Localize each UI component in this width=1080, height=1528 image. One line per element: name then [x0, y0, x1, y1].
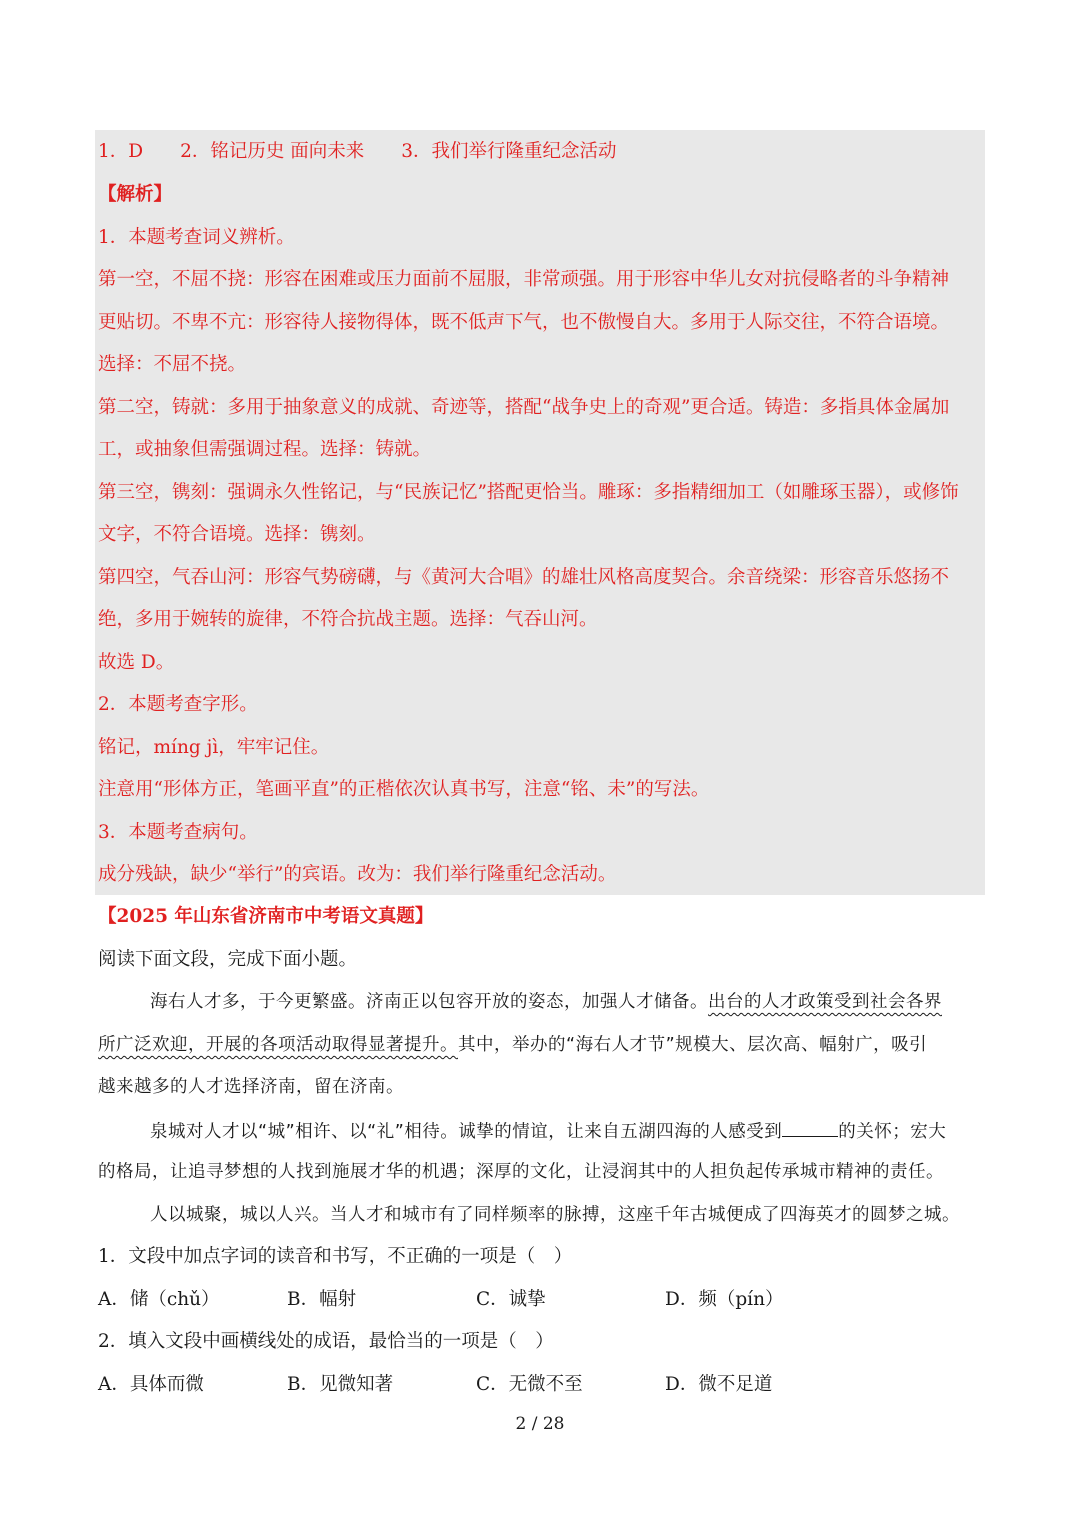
passage-para1-line1 [150, 990, 942, 1014]
passage-para3: 人以城聚，城以人兴。当人才和城市有了同样频率的脉搏，这座千年古城便成了四海英才的圆梦之城。 [150, 1205, 960, 1225]
underlined-sentence: 出台的人才政策受到社会各界 [708, 992, 942, 1012]
passage-para2-line1 [150, 1118, 946, 1144]
passage-text: 泉城对人才以“城”相许、以“礼”相待。诚挚的情谊，让来自五湖四海的人感受到 [150, 1122, 783, 1142]
section-heading: 【2025 年山东省济南市中考语文真题】 [98, 906, 434, 927]
question-2-option-d[interactable]: D．微不足道 [665, 1374, 773, 1395]
blank4-analysis-b: 绝，多用于婉转的旋律，不符合抗战主题。选择：气吞山河。 [98, 609, 598, 630]
question-2-option-a[interactable]: A．具体而微 [98, 1374, 204, 1395]
page-number: 2 / 28 [515, 1414, 565, 1434]
blank1-analysis-b: 更贴切。不卑不亢：形容待人接物得体，既不低声下气，也不傲慢自大。多用于人际交往，不符合语境。 [98, 312, 950, 333]
blank3-analysis-a: 第三空，镌刻：强调永久性铭记，与“民族记忆”搭配更恰当。雕琢：多指精细加工（如雕琢玉器），或修饰 [98, 482, 959, 503]
question-1-option-a[interactable]: A．储（chǔ） [98, 1289, 220, 1310]
blank2-analysis-b: 工，或抽象但需强调过程。选择：铸就。 [98, 439, 432, 460]
blank2-analysis-a: 第二空，铸就：多用于抽象意义的成就、奇迹等，搭配“战争史上的奇观”更合适。铸造：多指具体金属加 [98, 397, 950, 418]
blank3-analysis-b: 文字，不符合语境。选择：镌刻。 [98, 524, 376, 545]
q3-analysis-a: 成分残缺，缺少“举行”的宾语。改为：我们举行隆重纪念活动。 [98, 864, 617, 885]
passage-text: 的关怀；宏大 [838, 1122, 947, 1142]
passage-para1-line3: 越来越多的人才选择济南，留在济南。 [98, 1077, 404, 1097]
q1-conclusion: 故选 D。 [98, 652, 175, 673]
answer-summary: 1．D 2．铭记历史 面向未来 3．我们举行隆重纪念活动 [98, 141, 617, 162]
analysis-heading: 【解析】 [98, 184, 173, 205]
question-1-stem: 1．文段中加点字词的读音和书写，不正确的一项是（ ） [98, 1246, 573, 1267]
passage-para1-line2 [98, 1033, 927, 1057]
question-1-option-b[interactable]: B．幅射 [287, 1289, 357, 1310]
passage-text: 其中，举办的“海右人才节”规模大、层次高、幅射广，吸引 [458, 1035, 928, 1055]
fill-blank [782, 1118, 838, 1137]
question-2-stem: 2．填入文段中画横线处的成语，最恰当的一项是（ ） [98, 1331, 554, 1352]
passage-text: 海右人才多，于今更繁盛。济南正以包容开放的姿态，加强人才储备。 [150, 992, 708, 1012]
underlined-sentence: 所广泛欢迎，开展的各项活动取得显著提升。 [98, 1035, 458, 1055]
q2-analysis-a: 铭记，míng jì，牢牢记住。 [98, 737, 330, 758]
question-1-option-d[interactable]: D．频（pín） [665, 1289, 784, 1310]
question-2-option-c[interactable]: C．无微不至 [476, 1374, 583, 1395]
q2-analysis-b: 注意用“形体方正，笔画平直”的正楷依次认真书写，注意“铭、未”的写法。 [98, 779, 710, 800]
blank1-analysis-a: 第一空，不屈不挠：形容在困难或压力面前不屈服，非常顽强。用于形容中华儿女对抗侵略者的斗争精神 [98, 269, 950, 290]
blank1-analysis-c: 选择：不屈不挠。 [98, 354, 247, 375]
reading-instruction: 阅读下面文段，完成下面小题。 [98, 949, 358, 970]
question-1-option-c[interactable]: C．诚挚 [476, 1289, 546, 1310]
blank4-analysis-a: 第四空，气吞山河：形容气势磅礴，与《黄河大合唱》的雄壮风格高度契合。余音绕梁：形容音乐悠扬不 [98, 567, 950, 588]
question-2-option-b[interactable]: B．见微知著 [287, 1374, 394, 1395]
q1-analysis-title: 1．本题考查词义辨析。 [98, 227, 295, 248]
passage-para2-line2: 的格局，让追寻梦想的人找到施展才华的机遇；深厚的文化，让浸润其中的人担负起传承城市精神的责任。 [98, 1162, 944, 1182]
q2-analysis-title: 2．本题考查字形。 [98, 694, 258, 715]
q3-analysis-title: 3．本题考查病句。 [98, 822, 258, 843]
